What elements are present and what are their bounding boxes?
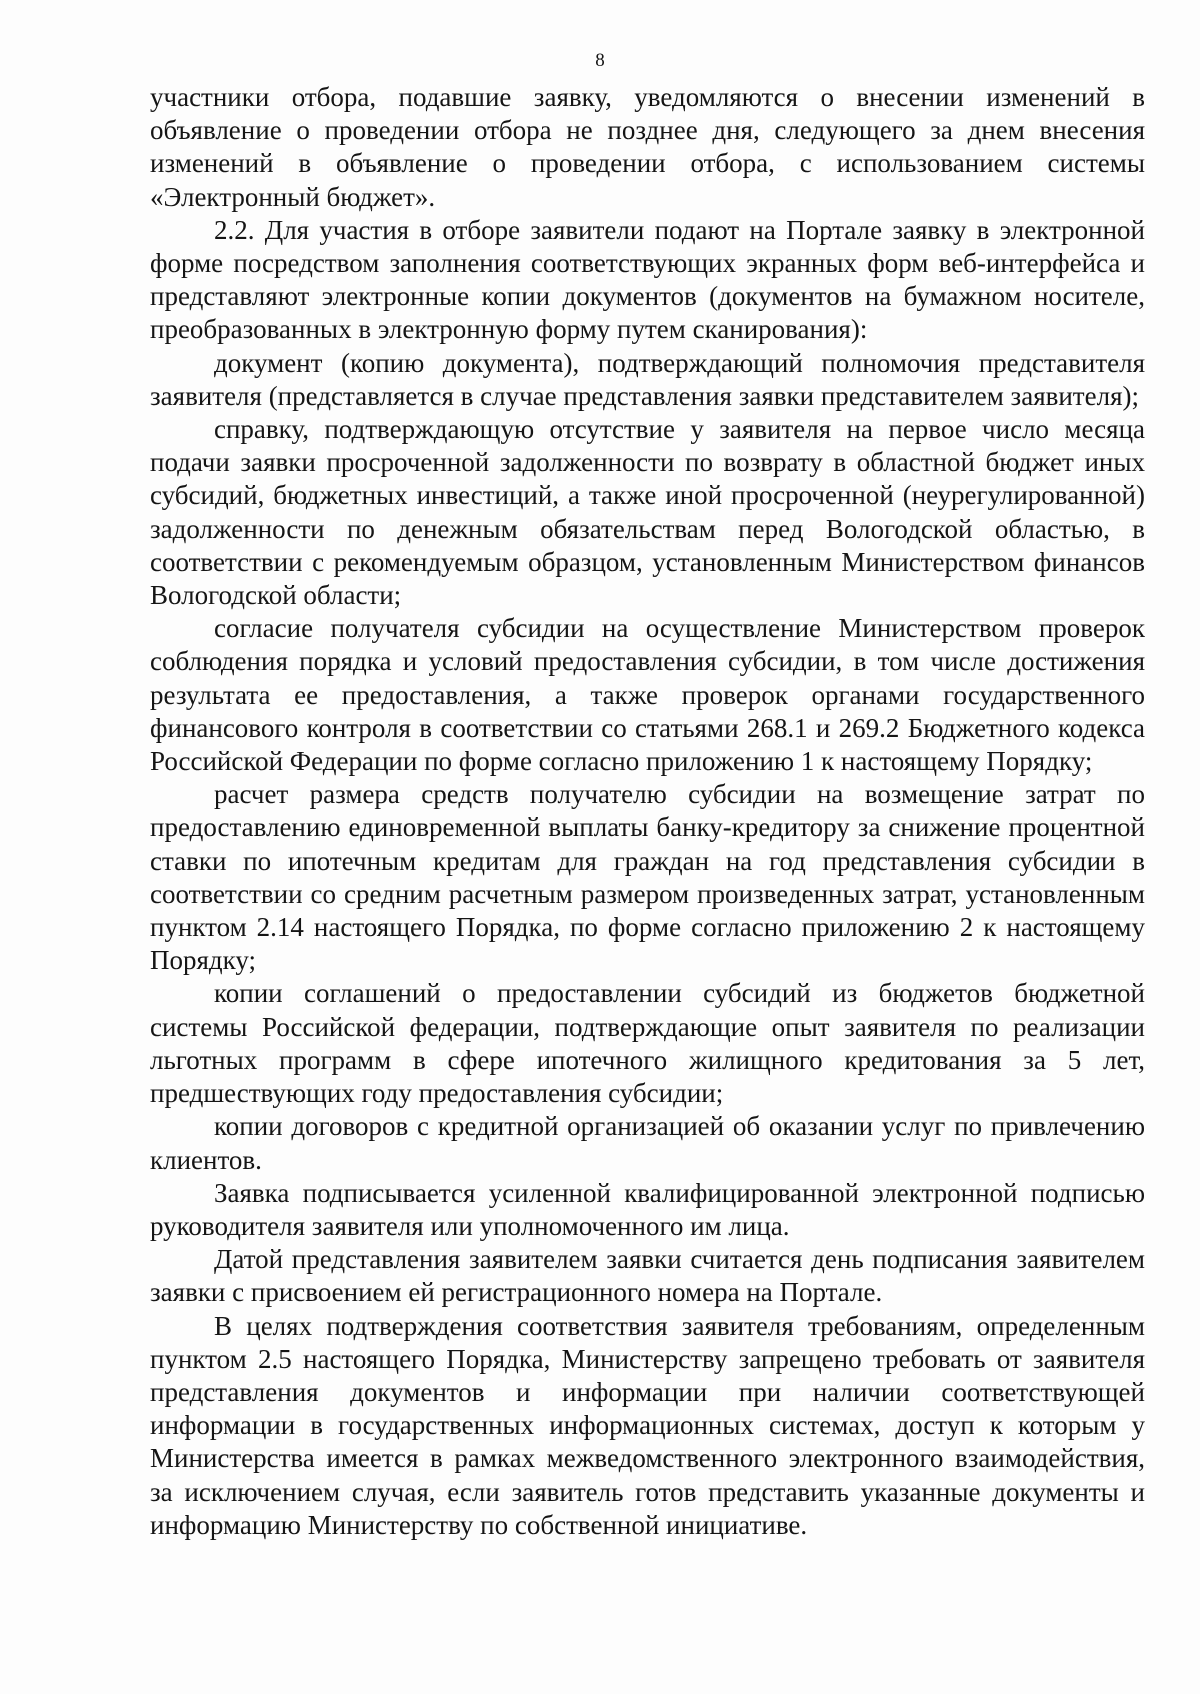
paragraph-verification: В целях подтверждения соответствия заявителя требованиям, определенным пунктом 2.5 настоящего Порядка, Министерству запрещено требовать от заявителя представления документов и информации при наличии соответствующей информации в государственных информационных системах, доступ к которым у Министерства имеется в рамках межведомственного электронного взаимодействия, за исключением случая, если заявитель готов представить указанные документы и информацию Министерству по собственной инициативе. bbox=[150, 1310, 1145, 1540]
paragraph-signature: Заявка подписывается усиленной квалифицированной электронной подписью руководителя заявителя или уполномоченного им лица. bbox=[150, 1177, 1145, 1241]
page-number: 8 bbox=[595, 50, 605, 71]
paragraph-2-2-application: 2.2. Для участия в отборе заявители подают на Портале заявку в электронной форме посредством заполнения соответствующих экранных форм веб-интерфейса и представляют электронные копии документов (документов на бумажном носителе, преобразованных в электронную форму путем сканирования): bbox=[150, 214, 1145, 345]
document-body bbox=[150, 81, 1145, 1542]
paragraph-subsidy-calculation: расчет размера средств получателю субсидии на возмещение затрат по предоставлению единовременной выплаты банку-кредитору за снижение процентной ставки по ипотечным кредитам для граждан на год представления субсидии в соответствии со средним расчетным размером произведенных затрат, установленным пунктом 2.14 настоящего Порядка, по форме согласно приложению 2 к настоящему Порядку; bbox=[150, 779, 1145, 976]
paragraph-contract-copies: копии договоров с кредитной организацией об оказании услуг по привлечению клиентов. bbox=[150, 1111, 1145, 1175]
paragraph-continuation-notice: участники отбора, подавшие заявку, уведомляются о внесении изменений в объявление о проведении отбора не позднее дня, следующего за днем внесения изменений в объявление о проведении отбора, с использованием системы «Электронный бюджет». bbox=[150, 82, 1145, 212]
paragraph-representative-authority: документ (копию документа), подтверждающий полномочия представителя заявителя (представляется в случае представления заявки представителем заявителя); bbox=[150, 347, 1145, 411]
paragraph-agreement-copies: копии соглашений о предоставлении субсидий из бюджетов бюджетной системы Российской федерации, подтверждающие опыт заявителя по реализации льготных программ в сфере ипотечного жилищного кредитования за 5 лет, предшествующих году предоставления субсидии; bbox=[150, 978, 1145, 1109]
paragraph-audit-consent: согласие получателя субсидии на осуществление Министерством проверок соблюдения порядка и условий предоставления субсидии, в том числе достижения результата ее предоставления, а также проверок органами государственного финансового контроля в соответствии со статьями 268.1 и 269.2 Бюджетного кодекса Российской Федерации по форме согласно приложению 1 к настоящему Порядку; bbox=[150, 613, 1145, 777]
paragraph-debt-certificate: справку, подтверждающую отсутствие у заявителя на первое число месяца подачи заявки просроченной задолженности по возврату в областной бюджет иных субсидий, бюджетных инвестиций, а также иной просроченной (неурегулированной) задолженности по денежным обязательствам перед Вологодской областью, в соответствии с рекомендуемым образцом, установленным Министерством финансов Вологодской области; bbox=[150, 414, 1145, 611]
paragraph-submission-date: Датой представления заявителем заявки считается день подписания заявителем заявки с присвоением ей регистрационного номера на Портале. bbox=[150, 1244, 1145, 1308]
